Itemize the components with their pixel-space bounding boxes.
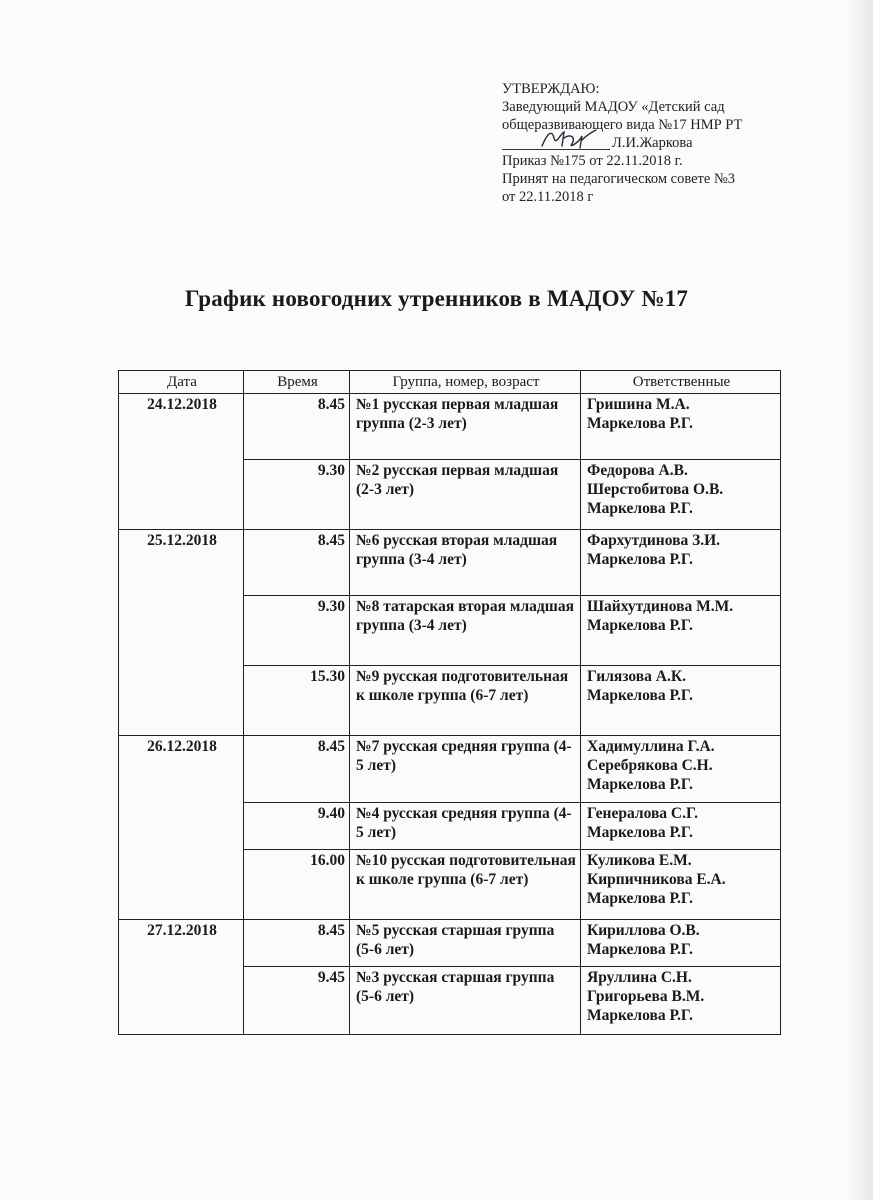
table-row bbox=[119, 920, 781, 967]
approval-heading: УТВЕРЖДАЮ: bbox=[502, 81, 600, 97]
group-cell: №2 русская первая младшая (2-3 лет) bbox=[350, 460, 581, 530]
date-cell: 25.12.2018 bbox=[119, 530, 244, 736]
group-cell: №7 русская средняя группа (4-5 лет) bbox=[350, 736, 581, 803]
time-cell: 9.30 bbox=[244, 460, 350, 530]
responsible-person: Маркелова Р.Г. bbox=[587, 687, 693, 704]
signer-name: Л.И.Жаркова bbox=[612, 135, 693, 151]
time-cell: 9.40 bbox=[244, 803, 350, 850]
responsible-person: Маркелова Р.Г. bbox=[587, 551, 693, 568]
responsible-person: Фархутдинова З.И. bbox=[587, 532, 721, 549]
responsible-person: Кирпичникова Е.А. bbox=[587, 871, 726, 888]
responsible-cell bbox=[581, 850, 781, 920]
responsible-cell bbox=[581, 803, 781, 850]
responsible-person: Григорьева В.М. bbox=[587, 988, 705, 1005]
handwritten-signature bbox=[538, 126, 598, 152]
approval-position-line1: Заведующий МАДОУ «Детский сад bbox=[502, 99, 725, 115]
responsible-person: Шерстобитова О.В. bbox=[587, 481, 724, 498]
approval-block bbox=[502, 80, 802, 206]
time-cell: 9.30 bbox=[244, 596, 350, 666]
responsible-cell bbox=[581, 530, 781, 596]
date-cell: 24.12.2018 bbox=[119, 394, 244, 530]
responsible-person: Маркелова Р.Г. bbox=[587, 824, 693, 841]
responsible-person: Кириллова О.В. bbox=[587, 922, 700, 939]
responsible-cell bbox=[581, 967, 781, 1035]
responsible-person: Яруллина С.Н. bbox=[587, 969, 692, 986]
approval-council-line2: от 22.11.2018 г bbox=[502, 189, 594, 205]
table-row bbox=[119, 736, 781, 803]
header-date: Дата bbox=[119, 371, 244, 394]
responsible-person: Маркелова Р.Г. bbox=[587, 500, 693, 517]
responsible-cell bbox=[581, 666, 781, 736]
group-cell: №9 русская подготовительная к школе группа (6-7 лет) bbox=[350, 666, 581, 736]
signature-row bbox=[502, 134, 802, 152]
responsible-person: Шайхутдинова М.М. bbox=[587, 598, 734, 615]
time-cell: 8.45 bbox=[244, 394, 350, 460]
responsible-person: Серебрякова С.Н. bbox=[587, 757, 713, 774]
responsible-person: Гилязова А.К. bbox=[587, 668, 686, 685]
time-cell: 8.45 bbox=[244, 530, 350, 596]
time-cell: 8.45 bbox=[244, 736, 350, 803]
responsible-cell bbox=[581, 736, 781, 803]
group-cell: №8 татарская вторая младшая группа (3-4 лет) bbox=[350, 596, 581, 666]
responsible-cell bbox=[581, 394, 781, 460]
time-cell: 8.45 bbox=[244, 920, 350, 967]
schedule-table bbox=[118, 370, 781, 1035]
group-cell: №10 русская подготовительная к школе группа (6-7 лет) bbox=[350, 850, 581, 920]
approval-position-line2: общеразвивающего вида №17 НМР РТ bbox=[502, 117, 743, 133]
time-cell: 15.30 bbox=[244, 666, 350, 736]
group-cell: №3 русская старшая группа (5-6 лет) bbox=[350, 967, 581, 1035]
responsible-cell bbox=[581, 920, 781, 967]
approval-order: Приказ №175 от 22.11.2018 г. bbox=[502, 153, 683, 169]
responsible-cell bbox=[581, 460, 781, 530]
table-row bbox=[119, 394, 781, 460]
responsible-person: Куликова Е.М. bbox=[587, 852, 692, 869]
time-cell: 9.45 bbox=[244, 967, 350, 1035]
group-cell: №6 русская вторая младшая группа (3-4 лет) bbox=[350, 530, 581, 596]
page-title: График новогодних утренников в МАДОУ №17 bbox=[184, 286, 689, 311]
header-responsible: Ответственные bbox=[581, 371, 781, 394]
table-header-row bbox=[119, 371, 781, 394]
responsible-person: Генералова С.Г. bbox=[587, 805, 698, 822]
date-cell: 27.12.2018 bbox=[119, 920, 244, 1035]
responsible-person: Маркелова Р.Г. bbox=[587, 617, 693, 634]
group-cell: №5 русская старшая группа (5-6 лет) bbox=[350, 920, 581, 967]
responsible-person: Маркелова Р.Г. bbox=[587, 1007, 693, 1024]
responsible-person: Маркелова Р.Г. bbox=[587, 776, 693, 793]
responsible-person: Маркелова Р.Г. bbox=[587, 890, 693, 907]
responsible-person: Маркелова Р.Г. bbox=[587, 941, 693, 958]
header-time: Время bbox=[244, 371, 350, 394]
date-cell: 26.12.2018 bbox=[119, 736, 244, 920]
group-cell: №1 русская первая младшая группа (2-3 лет) bbox=[350, 394, 581, 460]
time-cell: 16.00 bbox=[244, 850, 350, 920]
responsible-person: Маркелова Р.Г. bbox=[587, 415, 693, 432]
responsible-person: Гришина М.А. bbox=[587, 396, 690, 413]
responsible-person: Хадимуллина Г.А. bbox=[587, 738, 715, 755]
responsible-person: Федорова А.В. bbox=[587, 462, 688, 479]
table-row bbox=[119, 530, 781, 596]
page-edge-shadow bbox=[845, 0, 873, 1200]
responsible-cell bbox=[581, 596, 781, 666]
approval-council-line1: Принят на педагогическом совете №3 bbox=[502, 171, 736, 187]
header-group: Группа, номер, возраст bbox=[350, 371, 581, 394]
group-cell: №4 русская средняя группа (4-5 лет) bbox=[350, 803, 581, 850]
